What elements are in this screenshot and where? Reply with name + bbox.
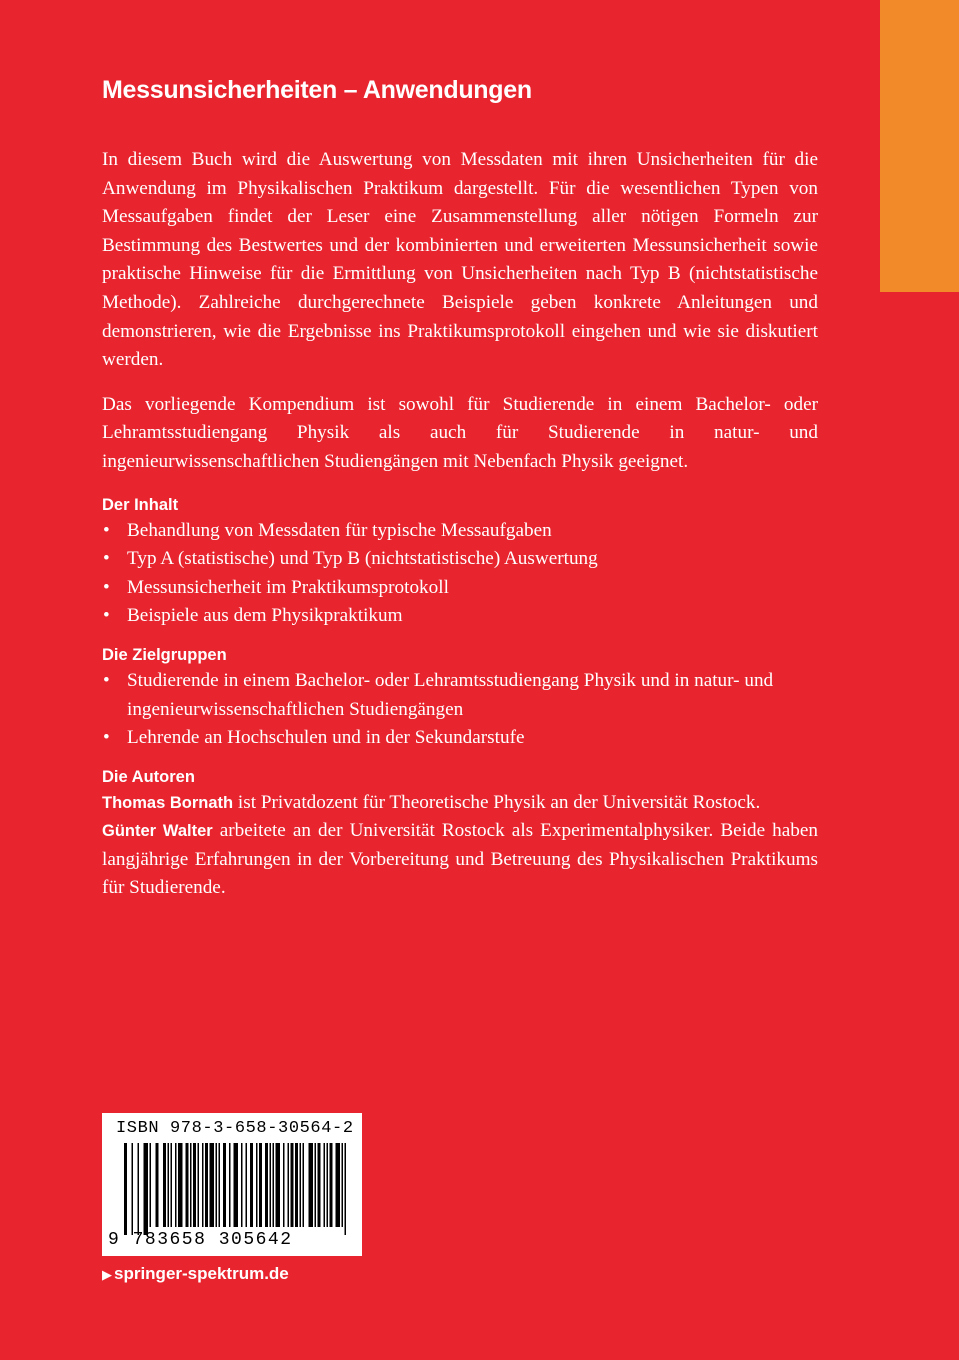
orange-accent-tab <box>880 0 959 292</box>
publisher-url: springer-spektrum.de <box>114 1264 289 1283</box>
list-item <box>102 602 818 631</box>
barcode-bar <box>132 1143 134 1235</box>
bullet-icon: • <box>103 519 110 541</box>
barcode-bar <box>229 1143 231 1227</box>
barcode-bar <box>288 1143 290 1227</box>
inhalt-heading: Der Inhalt <box>102 495 179 514</box>
list-item <box>102 574 818 603</box>
barcode-bar <box>300 1143 302 1227</box>
barcode-bar <box>259 1143 262 1227</box>
bullet-icon: • <box>103 548 110 570</box>
description-paragraph-1: In diesem Buch wird die Auswertung von Messdaten mit ihren Unsicherheiten für die Anwendung im Physikalischen Praktikum dargestellt. Für die wesentlichen Typen von Messaufgaben findet der Leser eine Zusammenstellung aller nötigen Formeln zur Bestimmung des Bestwertes und der kombinierten und erweiterten Messunsicherheit sowie praktische Hinweise für die Ermittlung von Unsicherheiten nach Typ B (nichtstatistische Methode). Zahlreiche durchgerechnete Beispiele geben konkrete Anleitungen und demonstrieren, wie die Ergebnisse ins Praktikumsprotokoll eingehen und wie sie diskutiert werden. <box>102 149 818 371</box>
barcode-bar <box>210 1143 215 1227</box>
barcode-bar <box>303 1143 305 1227</box>
bullet-icon: • <box>103 605 110 627</box>
barcode-bar <box>324 1143 326 1227</box>
list-item-text: Behandlung von Messdaten für typische Messaufgaben <box>127 519 552 541</box>
play-arrow-icon: ▶ <box>102 1267 112 1282</box>
barcode-bar <box>198 1143 200 1227</box>
barcode-bar <box>144 1143 149 1235</box>
isbn-barcode <box>102 1113 362 1256</box>
barcode-bar <box>283 1143 285 1227</box>
author-name-1: Thomas Bornath <box>102 793 234 812</box>
bullet-icon: • <box>103 727 110 749</box>
barcode-bar <box>250 1143 253 1227</box>
barcode-bar <box>327 1143 329 1227</box>
barcode-bar <box>318 1143 321 1227</box>
barcode-bar <box>291 1143 294 1227</box>
zielgruppen-heading: Die Zielgruppen <box>102 645 227 664</box>
book-title: Messunsicherheiten – Anwendungen <box>102 76 532 104</box>
barcode-bar <box>315 1143 317 1227</box>
description-paragraph-2: Das vorliegende Kompendium ist sowohl für Studierende in einem Bachelor- oder Lehramtsstudiengang Physik als auch für Studierende in natur- und ingenieurwissenschaftlichen Studiengängen mit Nebenfach Physik geeignet. <box>102 393 818 472</box>
list-item-text: Beispiele aus dem Physikpraktikum <box>127 605 403 627</box>
bullet-icon: • <box>103 576 110 598</box>
list-item-text: Typ A (statistische) und Typ B (nichtstatistische) Auswertung <box>127 548 598 570</box>
list-item-text: Studierende in einem Bachelor- oder Lehramtsstudiengang Physik und in natur- und ingenieurwissenschaftlichen Studiengängen <box>127 669 774 720</box>
barcode-bar <box>241 1143 243 1227</box>
list-item-text: Lehrende an Hochschulen und in der Sekundarstufe <box>127 727 525 749</box>
barcode-bar <box>168 1143 170 1227</box>
barcode-bar <box>276 1143 281 1227</box>
list-item-text: Messunsicherheit im Praktikumsprotokoll <box>127 576 449 598</box>
barcode-bar <box>216 1143 218 1227</box>
inhalt-list <box>102 517 818 631</box>
bullet-icon: • <box>103 669 110 691</box>
barcode-bar <box>223 1143 226 1227</box>
back-cover-text <box>102 72 818 903</box>
barcode-bar <box>265 1143 268 1227</box>
zielgruppen-list <box>102 667 818 753</box>
barcode-bar <box>330 1143 333 1227</box>
barcode-bar <box>171 1143 173 1227</box>
list-item <box>102 545 818 574</box>
barcode-bar <box>336 1143 341 1227</box>
list-item <box>102 724 818 753</box>
barcode-bar <box>256 1143 258 1227</box>
barcode-bar <box>193 1143 196 1227</box>
barcode-bar <box>205 1143 208 1227</box>
publisher-link[interactable] <box>102 1262 289 1287</box>
barcode-bar <box>219 1143 221 1227</box>
barcode-bar <box>234 1143 239 1227</box>
barcode-bar <box>138 1143 140 1235</box>
isbn-label: ISBN 978-3-658-30564-2 <box>116 1119 354 1138</box>
author-bio-2: arbeitete an der Universität Rostock als Experimentalphysiker. Beide haben langjährige Erfahrungen in der Vorbereitung und Betreuung des Physikalischen Praktikums für Studierende. <box>102 820 819 899</box>
barcode-bar <box>124 1143 127 1235</box>
list-item <box>102 517 818 546</box>
barcode-bar <box>273 1143 275 1227</box>
barcode-bar <box>156 1143 159 1227</box>
authors-text <box>102 789 818 903</box>
autoren-heading: Die Autoren <box>102 767 195 786</box>
barcode-digits: 9 783658 305642 <box>108 1230 293 1250</box>
author-bio-1: ist Privatdozent für Theoretische Physik an der Universität Rostock. <box>233 791 761 813</box>
barcode-bar <box>175 1143 177 1227</box>
barcode-bar <box>190 1143 192 1227</box>
barcode-bar <box>270 1143 272 1227</box>
barcode-bar <box>163 1143 166 1227</box>
barcode-bar <box>202 1143 204 1227</box>
list-item <box>102 667 818 724</box>
barcode-bar <box>246 1143 248 1227</box>
barcode-bar <box>342 1143 344 1227</box>
barcode-bar <box>186 1143 189 1227</box>
barcode-bar <box>345 1143 347 1235</box>
author-name-2: Günter Walter <box>102 822 213 841</box>
barcode-bar <box>295 1143 298 1227</box>
barcode-bar <box>309 1143 314 1227</box>
barcode-bar <box>178 1143 183 1227</box>
barcode-bar <box>150 1143 152 1227</box>
